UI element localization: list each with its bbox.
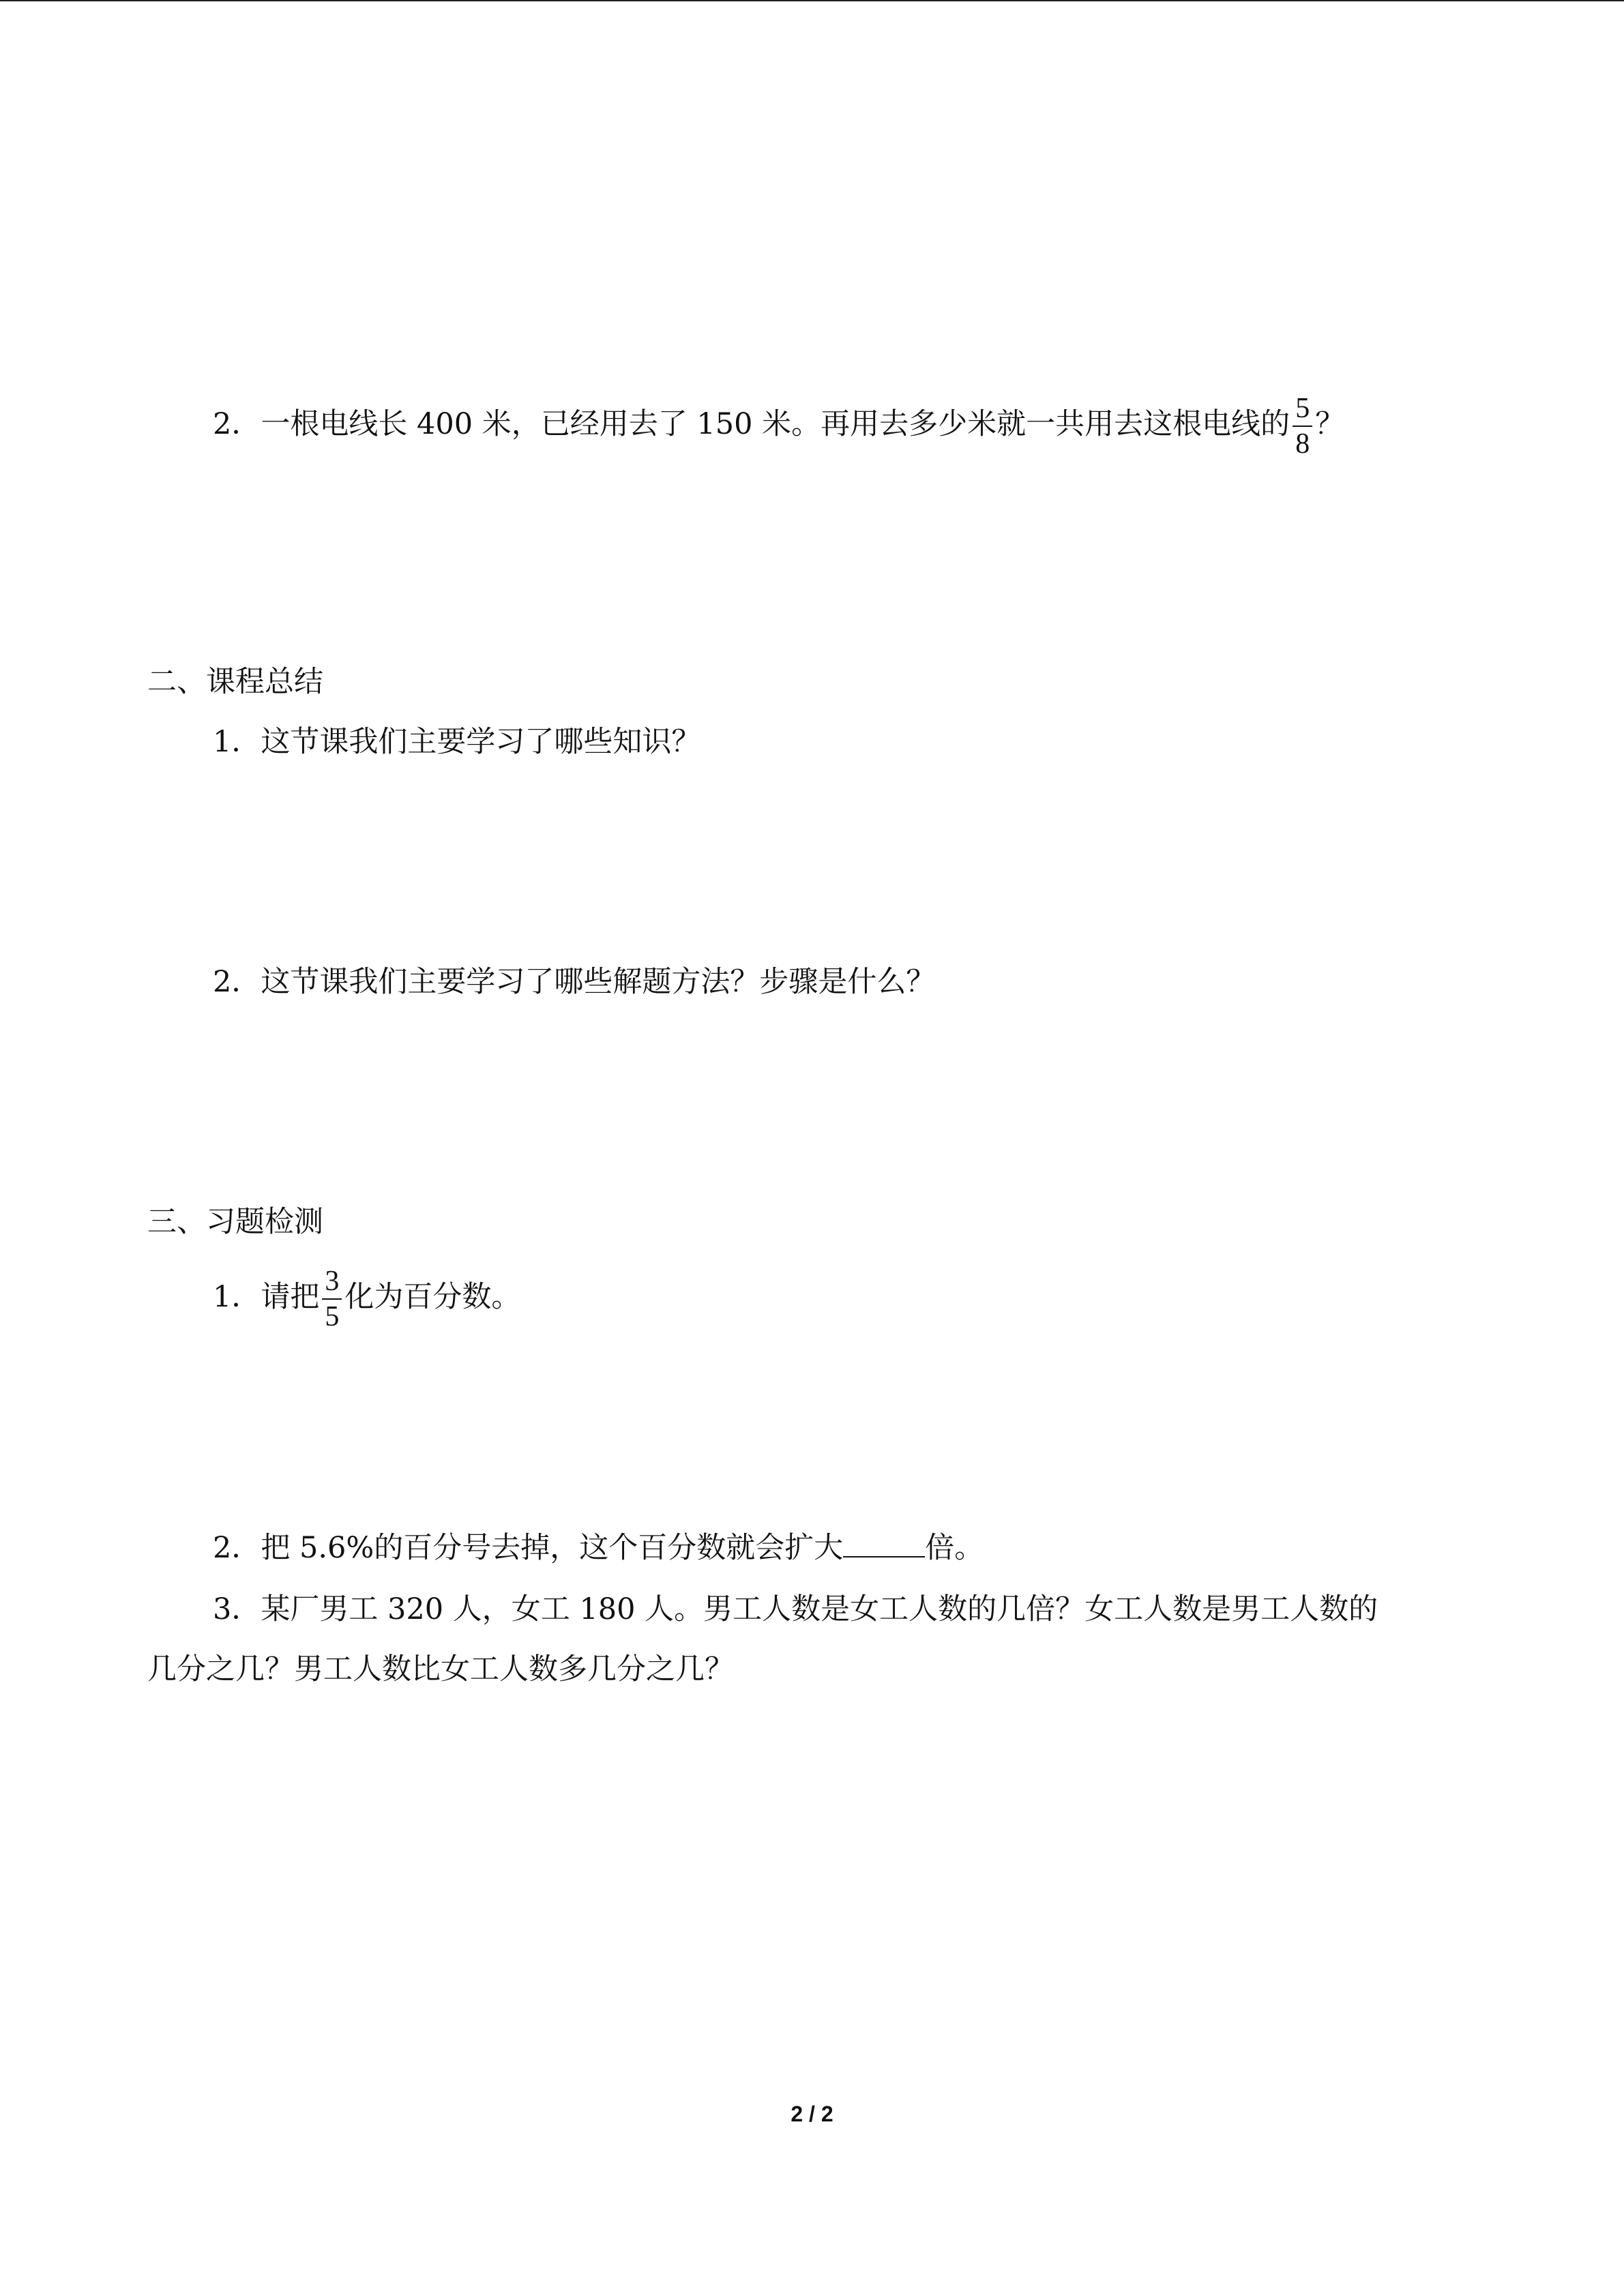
section-title-exercises: 三、习题检测: [147, 1205, 323, 1239]
question-text: 1．请把: [213, 1280, 320, 1314]
fraction: [1293, 394, 1312, 458]
answer-blank[interactable]: [843, 1529, 925, 1557]
question-wire-length: [213, 394, 1344, 458]
fraction-numerator: 5: [1293, 394, 1312, 427]
exercise-question-3-line-1: 3．某厂男工 320 人，女工 180 人。男工人数是女工人数的几倍？女工人数是男工人数的: [213, 1592, 1378, 1626]
fraction: [322, 1267, 342, 1331]
question-text: 2．把 5.6%的百分号去掉，这个百分数就会扩大: [213, 1531, 844, 1565]
exercise-question-3-line-2: 几分之几？男工人数比女工人数多几分之几？: [147, 1652, 734, 1686]
summary-question-1: 1．这节课我们主要学习了哪些知识？: [213, 725, 701, 759]
fraction-numerator: 3: [322, 1267, 342, 1300]
fraction-denominator: 8: [1295, 428, 1310, 460]
page-number: 2 / 2: [791, 2102, 833, 2126]
question-suffix: 倍。: [925, 1531, 984, 1565]
summary-question-2: 2．这节课我们主要学习了哪些解题方法？步骤是什么？: [213, 965, 936, 999]
question-suffix: 化为百分数。: [344, 1280, 521, 1314]
exercise-question-1: [213, 1267, 520, 1331]
fraction-denominator: 5: [325, 1301, 340, 1332]
section-title-summary: 二、课程总结: [147, 665, 323, 699]
question-suffix: ？: [1315, 407, 1345, 441]
question-text: 2．一根电线长 400 米，已经用去了 150 米。再用去多少米就一共用去这根电线的: [213, 407, 1290, 441]
page-top-border: [0, 0, 1624, 1]
exercise-question-2: [213, 1527, 984, 1568]
